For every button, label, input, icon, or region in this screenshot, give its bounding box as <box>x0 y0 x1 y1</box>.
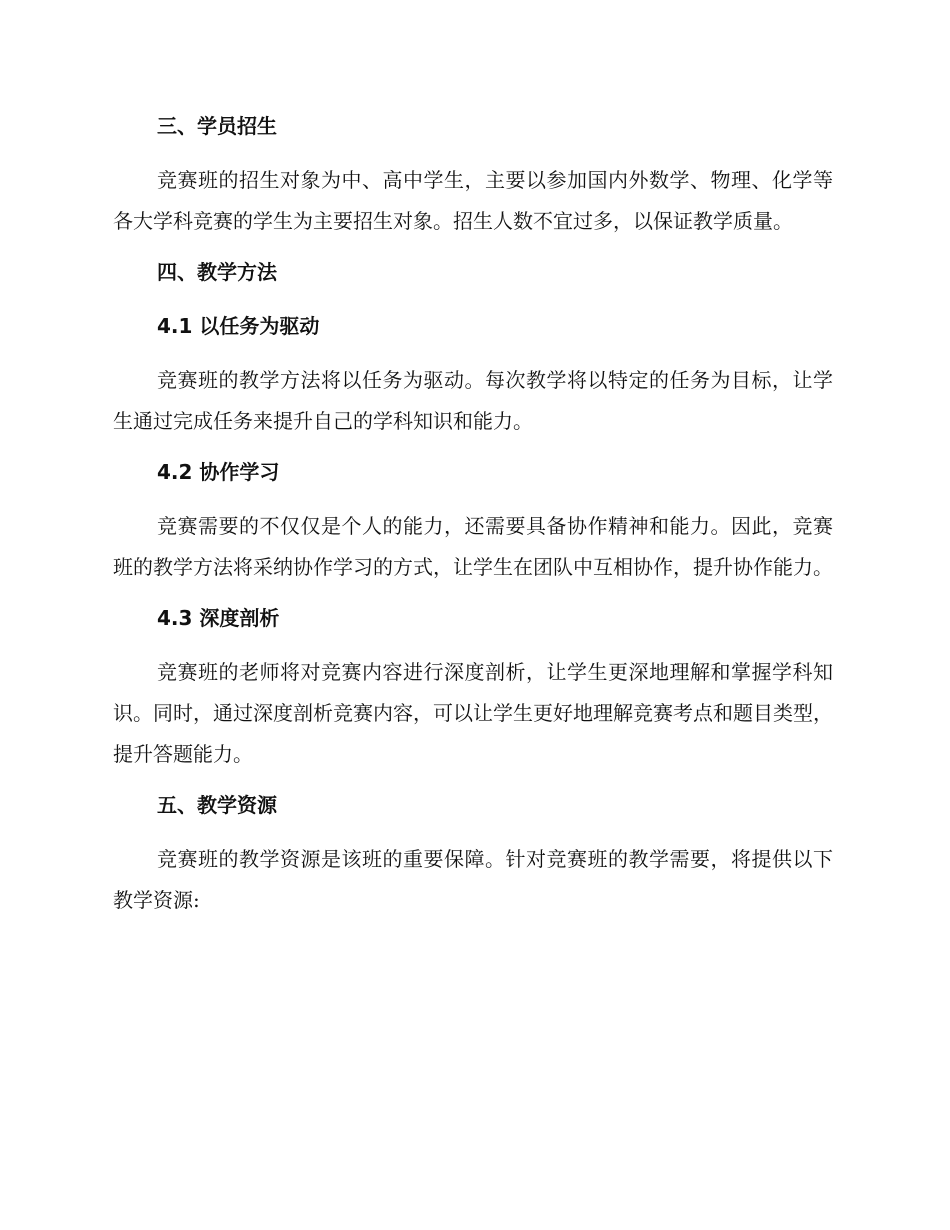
subsection-heading-deep-analysis: 4.3 深度剖析 <box>157 606 280 630</box>
paragraph-collaborative-learning: 竞赛需要的不仅仅是个人的能力，还需要具备协作精神和能力。因此，竞赛班的教学方法将采纳协作学习的方式，让学生在团队中互相协作，提升协作能力。 <box>113 514 833 579</box>
paragraph-enrollment: 竞赛班的招生对象为中、高中学生，主要以参加国内外数学、物理、化学等各大学科竞赛的学生为主要招生对象。招生人数不宜过多，以保证教学质量。 <box>113 168 833 233</box>
section-heading-enrollment: 三、学员招生 <box>157 114 277 138</box>
paragraph-deep-analysis: 竞赛班的老师将对竞赛内容进行深度剖析，让学生更深地理解和掌握学科知识。同时，通过深度剖析竞赛内容，可以让学生更好地理解竞赛考点和题目类型，提升答题能力。 <box>113 660 833 766</box>
section-heading-teaching-resources: 五、教学资源 <box>157 793 277 817</box>
subsection-heading-task-driven: 4.1 以任务为驱动 <box>157 314 320 338</box>
paragraph-teaching-resources: 竞赛班的教学资源是该班的重要保障。针对竞赛班的教学需要，将提供以下教学资源: <box>113 847 833 912</box>
document-body <box>113 110 833 935</box>
section-heading-teaching-methods: 四、教学方法 <box>157 260 277 284</box>
subsection-heading-collaborative-learning: 4.2 协作学习 <box>157 460 280 484</box>
paragraph-task-driven: 竞赛班的教学方法将以任务为驱动。每次教学将以特定的任务为目标，让学生通过完成任务来提升自己的学科知识和能力。 <box>113 368 833 433</box>
